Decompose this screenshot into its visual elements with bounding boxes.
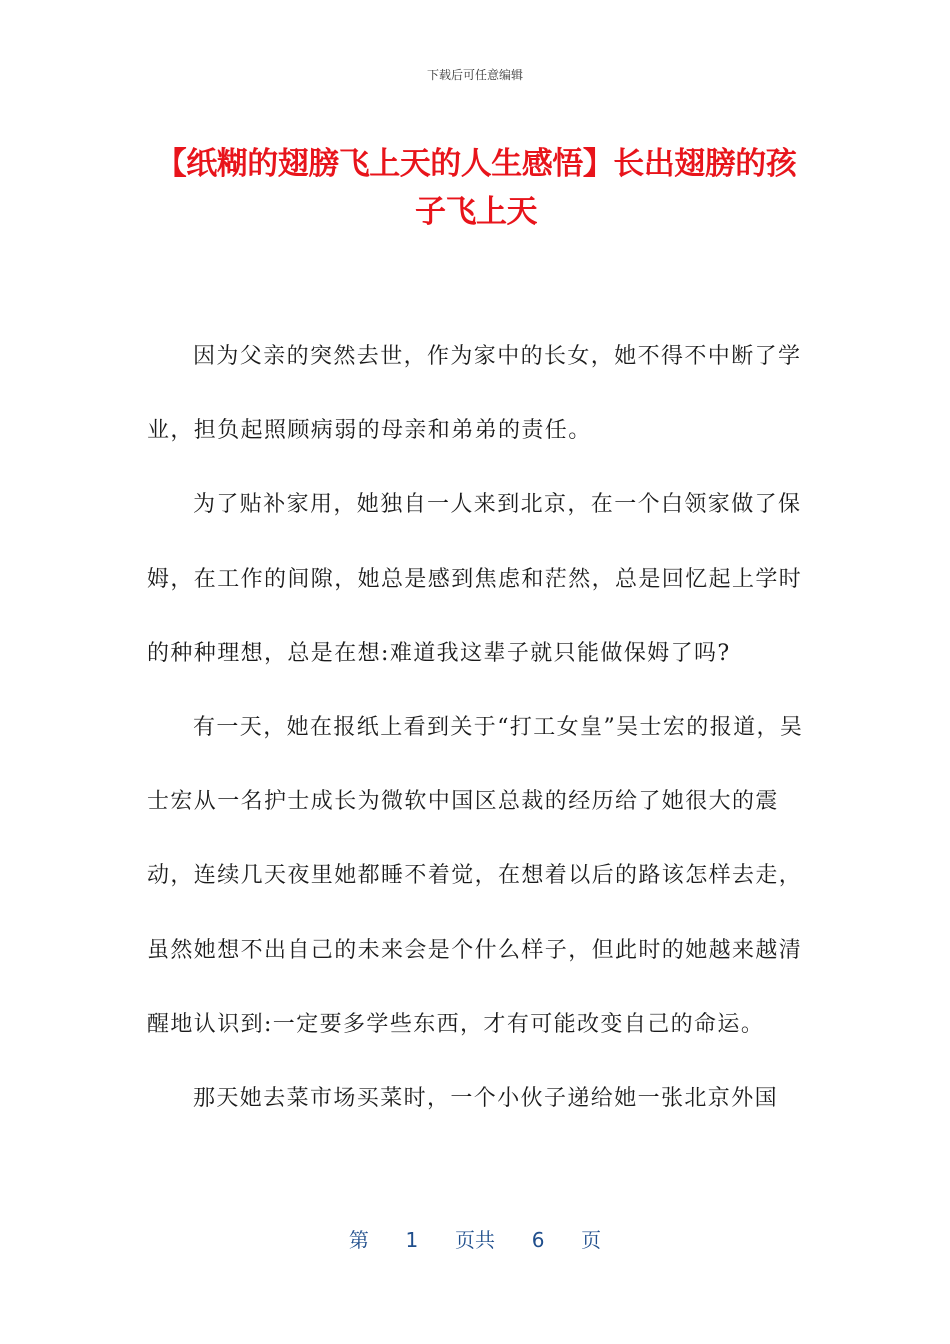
page-label-suffix: 页 xyxy=(581,1228,602,1252)
document-body xyxy=(147,320,807,1136)
total-pages: 6 xyxy=(531,1228,545,1252)
paragraph: 那天她去菜市场买菜时，一个小伙子递给她一张北京外国 xyxy=(193,1086,779,1112)
document-title: 【纸糊的翅膀飞上天的人生感悟】长出翅膀的孩子飞上天 xyxy=(155,146,797,230)
paragraph: 有一天，她在报纸上看到关于“打工女皇”吴士宏的报道，吴士宏从一名护士成长为微软中国区总裁的经历给了她很大的震动，连续几天夜里她都睡不着觉，在想着以后的路该怎样去走，虽然她想不出自己的未来会是个什么样子，但此时的她越来越清醒地认识到:一定要多学些东西，才有可能改变自己的命运。 xyxy=(147,715,804,1037)
page-label-prefix: 第 xyxy=(348,1228,369,1252)
page-footer xyxy=(0,1224,950,1253)
header-note: 下载后可任意编辑 xyxy=(426,68,523,82)
paragraph: 因为父亲的突然去世，作为家中的长女，她不得不中断了学业，担负起照顾病弱的母亲和弟弟的责任。 xyxy=(147,344,802,444)
paragraph: 为了贴补家用，她独自一人来到北京，在一个白领家做了保姆，在工作的间隙，她总是感到焦虑和茫然，总是回忆起上学时的种种理想，总是在想:难道我这辈子就只能做保姆了吗? xyxy=(147,492,803,666)
page-number: 1 xyxy=(405,1228,419,1252)
page-label-mid: 页共 xyxy=(455,1228,495,1252)
